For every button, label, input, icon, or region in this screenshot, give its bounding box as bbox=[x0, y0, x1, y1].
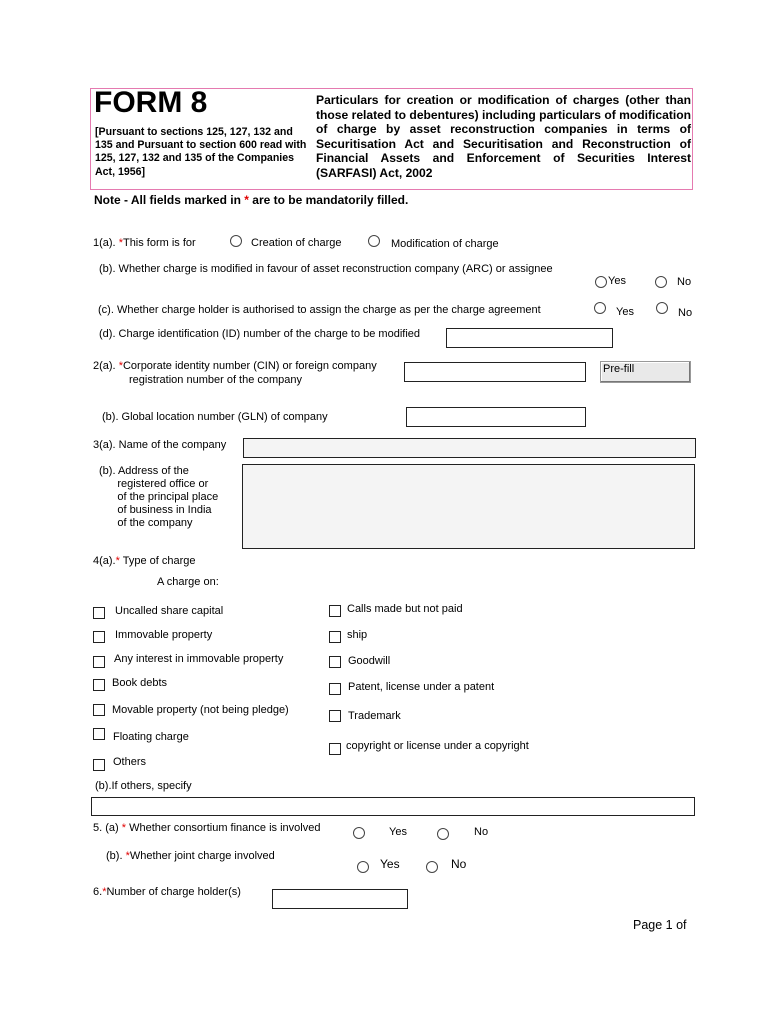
others-label: Others bbox=[113, 756, 147, 768]
q1a-label: 1(a). *This form is for bbox=[93, 237, 196, 249]
joint-charge-yes-radio[interactable] bbox=[357, 861, 369, 873]
charge-on-label: A charge on: bbox=[157, 576, 219, 588]
q5b-label: (b). *Whether joint charge involved bbox=[106, 850, 275, 862]
mandatory-note: Note - All fields marked in * are to be mandatorily filled. bbox=[94, 193, 409, 207]
q1c-no-label: No bbox=[678, 307, 693, 319]
form-subtitle: [Pursuant to sections 125, 127, 132 and 135 and Pursuant to section 600 read with 125, 127, 132 and 135 of the Companies Act, 1956] bbox=[95, 126, 307, 178]
q4a-label: 4(a).* Type of charge bbox=[93, 555, 196, 567]
q6-label: 6.*Number of charge holder(s) bbox=[93, 886, 241, 898]
page-number: Page 1 of bbox=[633, 918, 687, 932]
book-debts-checkbox[interactable] bbox=[93, 679, 105, 691]
uncalled-share-capital-label: Uncalled share capital bbox=[115, 605, 224, 617]
form-description: Particulars for creation or modification of charges (other than those related to debentures) including particulars of modification of charge by asset reconstruction companies in terms of Securitisation Act and Securitisation and Reconstruction of Financial Assets and Enforcement of Securities Interest (SARFASI) Act, 2002 bbox=[316, 93, 691, 180]
goodwill-label: Goodwill bbox=[348, 655, 391, 667]
q1b-yes-radio[interactable] bbox=[595, 276, 607, 288]
copyright-checkbox[interactable] bbox=[329, 743, 341, 755]
goodwill-checkbox[interactable] bbox=[329, 656, 341, 668]
q1b-no-radio[interactable] bbox=[655, 276, 667, 288]
q3b-label: (b). Address of the registered office or of the principal place of business in India of the company bbox=[99, 465, 219, 529]
joint-charge-no-radio[interactable] bbox=[426, 861, 438, 873]
immovable-property-checkbox[interactable] bbox=[93, 631, 105, 643]
interest-immovable-property-label: Any interest in immovable property bbox=[114, 653, 284, 665]
company-address-field[interactable] bbox=[242, 464, 695, 549]
q1b-no-label: No bbox=[677, 276, 692, 288]
book-debts-label: Book debts bbox=[112, 677, 168, 689]
q1d-label: (d). Charge identification (ID) number of the charge to be modified bbox=[99, 328, 420, 340]
company-name-field[interactable] bbox=[243, 438, 696, 458]
q1b-yes-label: Yes bbox=[608, 275, 626, 287]
creation-of-charge-radio[interactable] bbox=[230, 235, 242, 247]
patent-label: Patent, license under a patent bbox=[348, 681, 495, 693]
joint-charge-yes-label: Yes bbox=[380, 857, 400, 871]
consortium-no-radio[interactable] bbox=[437, 828, 449, 840]
cin-input[interactable] bbox=[404, 362, 586, 382]
q2a-label: 2(a). *Corporate identity number (CIN) or foreign company bbox=[93, 360, 377, 372]
calls-made-label: Calls made but not paid bbox=[347, 603, 463, 615]
gln-input[interactable] bbox=[406, 407, 586, 427]
patent-checkbox[interactable] bbox=[329, 683, 341, 695]
q1c-yes-label: Yes bbox=[616, 306, 634, 318]
form-title: FORM 8 bbox=[94, 86, 208, 119]
consortium-yes-radio[interactable] bbox=[353, 827, 365, 839]
interest-immovable-property-checkbox[interactable] bbox=[93, 656, 105, 668]
trademark-label: Trademark bbox=[348, 710, 401, 722]
q1c-label: (c). Whether charge holder is authorised to assign the charge as per the charge agreement bbox=[98, 304, 541, 316]
ship-label: ship bbox=[347, 629, 368, 641]
charge-id-input[interactable] bbox=[446, 328, 613, 348]
others-checkbox[interactable] bbox=[93, 759, 105, 771]
charge-holders-count-input[interactable] bbox=[272, 889, 408, 909]
trademark-checkbox[interactable] bbox=[329, 710, 341, 722]
modification-of-charge-label: Modification of charge bbox=[391, 238, 499, 250]
movable-property-checkbox[interactable] bbox=[93, 704, 105, 716]
immovable-property-label: Immovable property bbox=[115, 629, 213, 641]
calls-made-checkbox[interactable] bbox=[329, 605, 341, 617]
floating-charge-checkbox[interactable] bbox=[93, 728, 105, 740]
movable-property-label: Movable property (not being pledge) bbox=[112, 704, 289, 716]
q5a-label: 5. (a) * Whether consortium finance is involved bbox=[93, 822, 321, 834]
q1c-yes-radio[interactable] bbox=[594, 302, 606, 314]
ship-checkbox[interactable] bbox=[329, 631, 341, 643]
prefill-button[interactable]: Pre-fill bbox=[600, 361, 691, 383]
consortium-no-label: No bbox=[474, 826, 489, 838]
copyright-label: copyright or license under a copyright bbox=[346, 740, 529, 752]
q2a-label-line2: registration number of the company bbox=[129, 374, 303, 386]
floating-charge-label: Floating charge bbox=[113, 731, 189, 743]
q2b-label: (b). Global location number (GLN) of company bbox=[102, 411, 328, 423]
creation-of-charge-label: Creation of charge bbox=[251, 237, 342, 249]
q4b-label: (b).If others, specify bbox=[95, 780, 192, 792]
q3a-label: 3(a). Name of the company bbox=[93, 439, 227, 451]
joint-charge-no-label: No bbox=[451, 857, 467, 871]
others-specify-input[interactable] bbox=[91, 797, 695, 816]
modification-of-charge-radio[interactable] bbox=[368, 235, 380, 247]
q1b-label: (b). Whether charge is modified in favour of asset reconstruction company (ARC) or assignee bbox=[99, 263, 553, 275]
uncalled-share-capital-checkbox[interactable] bbox=[93, 607, 105, 619]
consortium-yes-label: Yes bbox=[389, 826, 407, 838]
q1c-no-radio[interactable] bbox=[656, 302, 668, 314]
